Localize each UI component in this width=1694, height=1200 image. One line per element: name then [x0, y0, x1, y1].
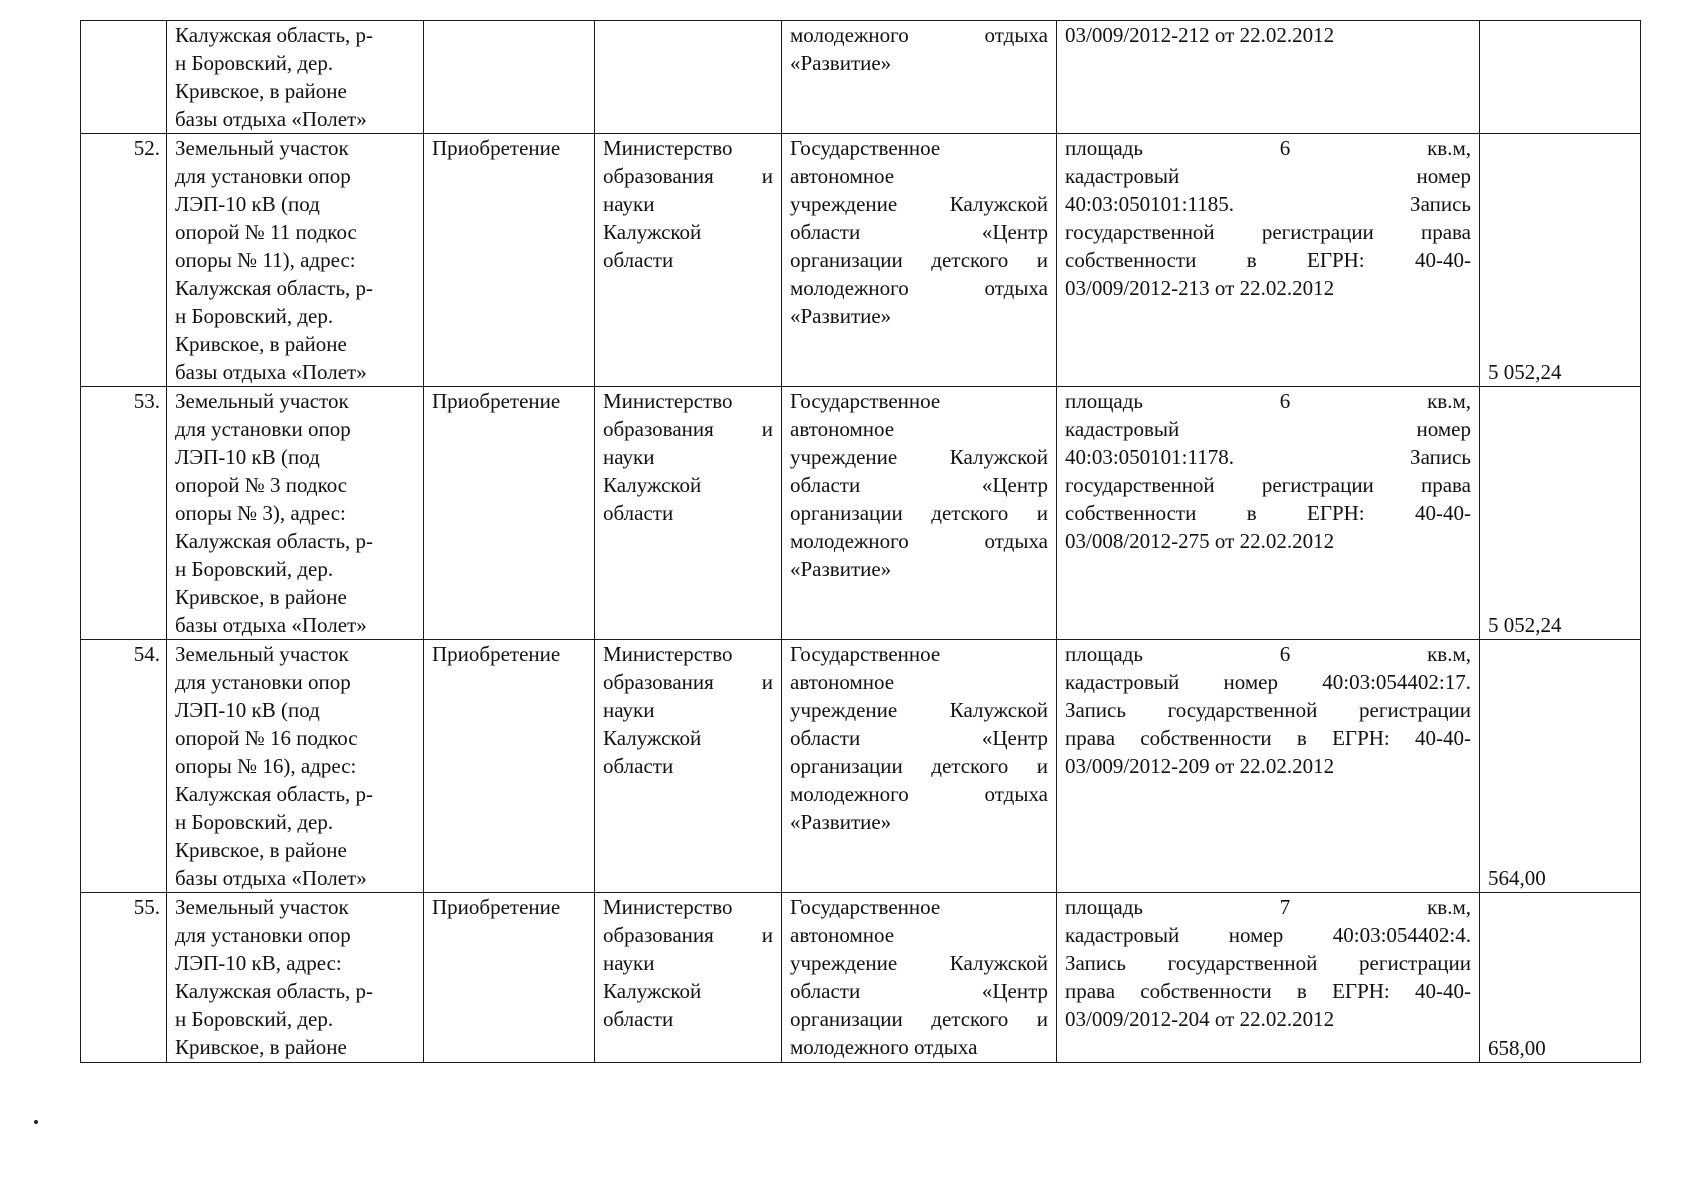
cell-text-line: молодежного отдыха [790, 276, 1048, 300]
cell-text-line: ЛЭП-10 кВ (под [175, 698, 320, 722]
cell-text-line: образования и [603, 923, 773, 947]
cell-text-line: н Боровский, дер. [175, 1007, 334, 1031]
table-row [81, 640, 1641, 893]
row-number [81, 21, 167, 134]
table-row [81, 387, 1641, 640]
cell-text-line: науки [603, 951, 655, 975]
ministry-cell [595, 134, 782, 387]
cell-text-line: науки [603, 698, 655, 722]
value-cell: 658,00 [1480, 893, 1641, 1063]
value-cell [1480, 21, 1641, 134]
cell-text-line: 03/008/2012-275 от 22.02.2012 [1065, 529, 1335, 553]
cell-text-line: области [603, 1007, 674, 1031]
organization-cell [782, 640, 1057, 893]
basis-cell [424, 387, 595, 640]
basis-cell [424, 640, 595, 893]
cell-text-line: Калужская область, р- [175, 529, 374, 553]
cell-text-line: Запись государственной регистрации [1065, 951, 1471, 975]
basis-cell [424, 893, 595, 1063]
cell-text-line: базы отдыха «Полет» [175, 360, 367, 384]
row-number: 54. [81, 640, 167, 893]
cell-text-line: автономное [790, 670, 895, 694]
cell-text-line: Земельный участок [175, 642, 349, 666]
value-cell: 5 052,24 [1480, 387, 1641, 640]
cell-text-line: области «Центр [790, 473, 1048, 497]
table-row [81, 134, 1641, 387]
cell-text-line: опоры № 11), адрес: [175, 248, 356, 272]
cell-text-line: учреждение Калужской [790, 951, 1048, 975]
cell-text-line: опорой № 11 подкос [175, 220, 357, 244]
cell-text-line: «Развитие» [790, 557, 892, 581]
cell-text-line: «Развитие» [790, 304, 892, 328]
cell-text-line: Кривское, в районе [175, 838, 347, 862]
cell-text-line: организации детского и [790, 248, 1048, 272]
cell-text-line: Государственное [790, 136, 941, 160]
cell-text-line: для установки опор [175, 417, 351, 441]
object-description [167, 640, 424, 893]
registration-details [1057, 387, 1480, 640]
cell-text-line: Калужской [603, 220, 702, 244]
cell-text-line: кадастровый номер 40:03:054402:4. [1065, 923, 1471, 947]
cell-text-line: 03/009/2012-212 от 22.02.2012 [1065, 23, 1335, 47]
cell-text-line: Запись государственной регистрации [1065, 698, 1471, 722]
cell-text-line: 03/009/2012-213 от 22.02.2012 [1065, 276, 1335, 300]
cell-text-line: организации детского и [790, 754, 1048, 778]
cell-text-line: кадастровый номер [1065, 417, 1471, 441]
cell-text-line: образования и [603, 164, 773, 188]
registration-details [1057, 893, 1480, 1063]
cell-text-line: для установки опор [175, 164, 351, 188]
cell-text-line: Приобретение [432, 136, 561, 160]
organization-cell [782, 387, 1057, 640]
cell-text-line: Калужская область, р- [175, 276, 374, 300]
cell-text-line: базы отдыха «Полет» [175, 613, 367, 637]
table-body [81, 21, 1641, 1063]
cell-text-line: образования и [603, 417, 773, 441]
cell-text-line: н Боровский, дер. [175, 51, 334, 75]
cell-text-line: 03/009/2012-209 от 22.02.2012 [1065, 754, 1335, 778]
cell-text-line: учреждение Калужской [790, 698, 1048, 722]
cell-text-line: базы отдыха «Полет» [175, 866, 367, 890]
table-row [81, 21, 1641, 134]
cell-text-line: образования и [603, 670, 773, 694]
cell-text-line: Калужская область, р- [175, 782, 374, 806]
cell-text-line: для установки опор [175, 923, 351, 947]
table-row [81, 893, 1641, 1063]
row-number: 55. [81, 893, 167, 1063]
cell-text-line: Министерство [603, 136, 733, 160]
cell-text-line: «Развитие» [790, 810, 892, 834]
cell-text-line: науки [603, 445, 655, 469]
cell-text-line: Калужской [603, 473, 702, 497]
object-description [167, 134, 424, 387]
cell-text-line: Министерство [603, 642, 733, 666]
registration-details [1057, 134, 1480, 387]
cell-text-line: Земельный участок [175, 895, 349, 919]
cell-text-line: н Боровский, дер. [175, 557, 334, 581]
cell-text-line: опорой № 16 подкос [175, 726, 358, 750]
cell-text-line: науки [603, 192, 655, 216]
cell-text-line: области [603, 501, 674, 525]
cell-text-line: права собственности в ЕГРН: 40-40- [1065, 726, 1471, 750]
cell-text-line: площадь 7 кв.м, [1065, 895, 1471, 919]
cell-text-line: Кривское, в районе [175, 585, 347, 609]
cell-text-line: площадь 6 кв.м, [1065, 136, 1471, 160]
cell-text-line: Калужской [603, 726, 702, 750]
cell-text-line: Приобретение [432, 895, 561, 919]
cell-text-line: области «Центр [790, 726, 1048, 750]
cell-text-line: опорой № 3 подкос [175, 473, 348, 497]
row-number: 53. [81, 387, 167, 640]
cell-text-line: Калужская область, р- [175, 23, 374, 47]
cell-text-line: Государственное [790, 642, 941, 666]
cell-text-line: государственной регистрации права [1065, 220, 1471, 244]
cell-text-line: Кривское, в районе [175, 1035, 347, 1059]
cell-text-line: Государственное [790, 389, 941, 413]
cell-text-line: н Боровский, дер. [175, 304, 334, 328]
basis-cell [424, 21, 595, 134]
object-description [167, 893, 424, 1063]
cell-text-line: ЛЭП-10 кВ (под [175, 445, 320, 469]
cell-text-line: автономное [790, 164, 895, 188]
cell-text-line: базы отдыха «Полет» [175, 107, 367, 131]
cell-text-line: 40:03:050101:1178. Запись [1065, 445, 1471, 469]
ministry-cell [595, 893, 782, 1063]
cell-text-line: площадь 6 кв.м, [1065, 642, 1471, 666]
cell-text-line: Приобретение [432, 389, 561, 413]
cell-text-line: учреждение Калужской [790, 445, 1048, 469]
basis-cell [424, 134, 595, 387]
cell-text-line: кадастровый номер [1065, 164, 1471, 188]
cell-text-line: Министерство [603, 895, 733, 919]
object-description [167, 387, 424, 640]
registration-details [1057, 640, 1480, 893]
property-table [80, 20, 1641, 1063]
cell-text-line: молодежного отдыха [790, 529, 1048, 553]
cell-text-line: учреждение Калужской [790, 192, 1048, 216]
cell-text-line: «Развитие» [790, 51, 892, 75]
cell-text-line: области [603, 248, 674, 272]
cell-text-line: Государственное [790, 895, 941, 919]
organization-cell [782, 134, 1057, 387]
organization-cell [782, 21, 1057, 134]
cell-text-line: 40:03:050101:1185. Запись [1065, 192, 1471, 216]
cell-text-line: государственной регистрации права [1065, 473, 1471, 497]
value-cell: 564,00 [1480, 640, 1641, 893]
cell-text-line: молодежного отдыха [790, 782, 1048, 806]
cell-text-line: для установки опор [175, 670, 351, 694]
cell-text-line: права собственности в ЕГРН: 40-40- [1065, 979, 1471, 1003]
cell-text-line: Министерство [603, 389, 733, 413]
cell-text-line: области [603, 754, 674, 778]
cell-text-line: Калужской [603, 979, 702, 1003]
cell-text-line: собственности в ЕГРН: 40-40- [1065, 248, 1471, 272]
cell-text-line: автономное [790, 923, 895, 947]
cell-text-line: области «Центр [790, 979, 1048, 1003]
cell-text-line: Земельный участок [175, 389, 349, 413]
cell-text-line: площадь 6 кв.м, [1065, 389, 1471, 413]
value-cell: 5 052,24 [1480, 134, 1641, 387]
cell-text-line: собственности в ЕГРН: 40-40- [1065, 501, 1471, 525]
row-number: 52. [81, 134, 167, 387]
cell-text-line: кадастровый номер 40:03:054402:17. [1065, 670, 1471, 694]
cell-text-line: 03/009/2012-204 от 22.02.2012 [1065, 1007, 1335, 1031]
cell-text-line: автономное [790, 417, 895, 441]
cell-text-line: области «Центр [790, 220, 1048, 244]
cell-text-line: опоры № 16), адрес: [175, 754, 357, 778]
cell-text-line: Приобретение [432, 642, 561, 666]
cell-text-line: Калужская область, р- [175, 979, 374, 1003]
ministry-cell [595, 640, 782, 893]
organization-cell [782, 893, 1057, 1063]
object-description [167, 21, 424, 134]
cell-text-line: Кривское, в районе [175, 79, 347, 103]
cell-text-line: Кривское, в районе [175, 332, 347, 356]
ministry-cell [595, 21, 782, 134]
registration-details [1057, 21, 1480, 134]
stray-mark [34, 1120, 38, 1124]
cell-text-line: Земельный участок [175, 136, 349, 160]
cell-text-line: ЛЭП-10 кВ (под [175, 192, 320, 216]
cell-text-line: ЛЭП-10 кВ, адрес: [175, 951, 342, 975]
cell-text-line: опоры № 3), адрес: [175, 501, 346, 525]
cell-text-line: молодежного отдыха [790, 1035, 978, 1059]
cell-text-line: н Боровский, дер. [175, 810, 334, 834]
cell-text-line: организации детского и [790, 1007, 1048, 1031]
cell-text-line: молодежного отдыха [790, 23, 1048, 47]
ministry-cell [595, 387, 782, 640]
cell-text-line: организации детского и [790, 501, 1048, 525]
